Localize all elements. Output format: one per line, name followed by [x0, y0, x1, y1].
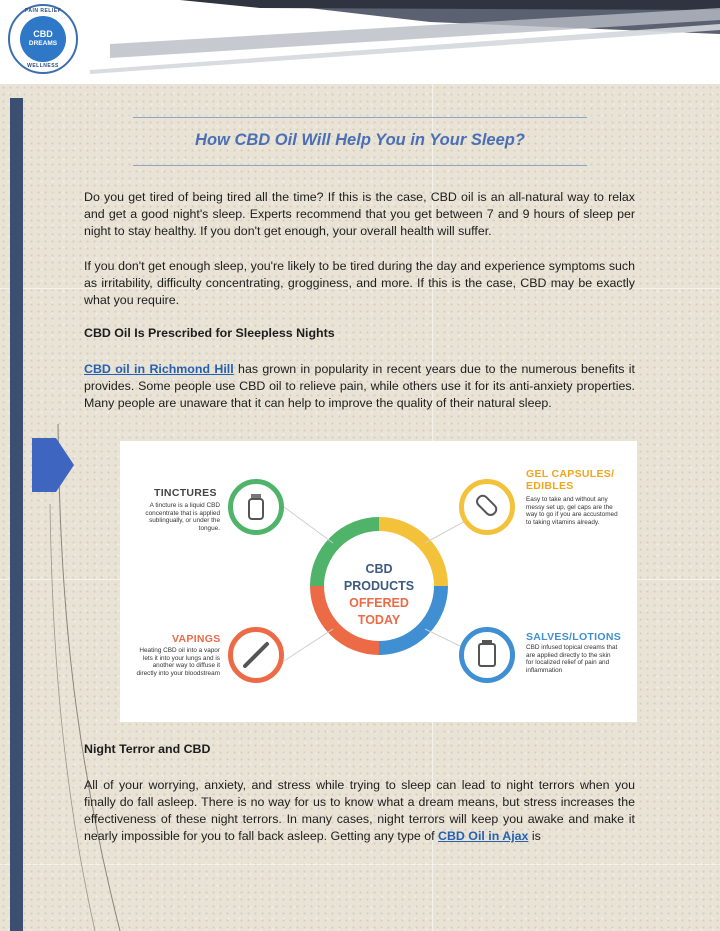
center-line-2: OFFERED TODAY — [349, 596, 409, 627]
page-title: How CBD Oil Will Help You in Your Sleep? — [195, 131, 525, 149]
title-rule-top — [133, 117, 587, 118]
title-rule-bottom — [133, 165, 587, 166]
gel-heading-line-2: EDIBLES — [526, 480, 574, 492]
logo-line-1: CBD — [33, 29, 53, 39]
paragraph-richmond-text: has grown in popularity in recent years due to the numerous benefits it provides. Some people use CBD oil to relieve pain, while others use it for its anti-anxiety properties. Many people are unaware that it can help to improve the quality of their natural sleep. — [84, 362, 635, 410]
logo-top-text: PAIN RELIEF — [24, 8, 62, 14]
link-cbd-oil-richmond-hill[interactable]: CBD oil in Richmond Hill — [84, 362, 234, 376]
logo-bottom-text: WELLNESS — [27, 63, 59, 69]
logo-line-2: DREAMS — [28, 40, 58, 47]
gel-capsules-heading — [526, 468, 614, 492]
section-heading-sleepless: CBD Oil Is Prescribed for Sleepless Nights — [84, 326, 335, 340]
capsule-icon — [459, 479, 515, 535]
gel-heading-line-1: GEL CAPSULES/ — [526, 468, 615, 480]
arrow-icon — [32, 438, 74, 492]
paragraph-night-terror — [84, 777, 635, 845]
paragraph-intro: Do you get tired of being tired all the time? If this is the case, CBD oil is an all-natural way to relax and get a good night's sleep. Experts recommend that you get between 7 and 9 hours of sleep per night to stay healthy. If you don't get enough, your overall health will suffer. — [84, 190, 635, 238]
tinctures-text: A tincture is a liquid CBD concentrate that is applied sublingually, or under the tongue. — [145, 502, 220, 532]
salves-heading: SALVES/LOTIONS — [526, 631, 622, 643]
paragraph-night-terror-tail: is — [528, 829, 541, 843]
vapings-heading: VAPINGS — [172, 633, 221, 645]
page-header — [0, 0, 720, 84]
vape-pen-icon — [228, 627, 284, 683]
lotion-jar-icon — [459, 627, 515, 683]
paragraph-night-terror-text: All of your worrying, anxiety, and stress while trying to sleep can lead to night terrors when you finally do fall asleep. There is no way for us to know what a dream means, but stress increases the effectiveness of these night terrors. In many cases, night terrors will keep you awake and make it nearly impossible for you to fall back asleep. Getting any type of — [84, 778, 635, 843]
brand-logo[interactable] — [8, 4, 78, 74]
link-cbd-oil-ajax[interactable]: CBD Oil in Ajax — [438, 829, 529, 843]
section-heading-night-terror: Night Terror and CBD — [84, 742, 211, 756]
gel-capsules-text: Easy to take and without any messy set up, gel caps are the way to go if you are accustomed to taking vitamins already. — [526, 496, 618, 526]
paragraph-symptoms: If you don't get enough sleep, you're likely to be tired during the day and experience symptoms such as irritability, difficulty concentrating, grogginess, and more. If this is the case, CBD may be exactly what you require. — [84, 259, 635, 307]
vapings-text: Heating CBD oil into a vapor lets it into your lungs and is another way to diffuse it directly into your bloodstream — [136, 647, 220, 677]
header-stripes — [0, 0, 720, 84]
left-accent-bar — [10, 98, 23, 931]
salves-text: CBD infused topical creams that are applied directly to the skin for localized relief of pain and inflammation — [526, 644, 618, 674]
paragraph-richmond — [84, 361, 635, 412]
texture-seam — [0, 864, 720, 865]
infographic-center-label — [329, 561, 429, 629]
logo-badge — [20, 16, 66, 62]
center-line-1: CBD PRODUCTS — [343, 562, 415, 593]
tincture-dropper-icon — [228, 479, 284, 535]
tinctures-heading: TINCTURES — [154, 487, 217, 499]
cbd-products-infographic — [120, 441, 637, 722]
